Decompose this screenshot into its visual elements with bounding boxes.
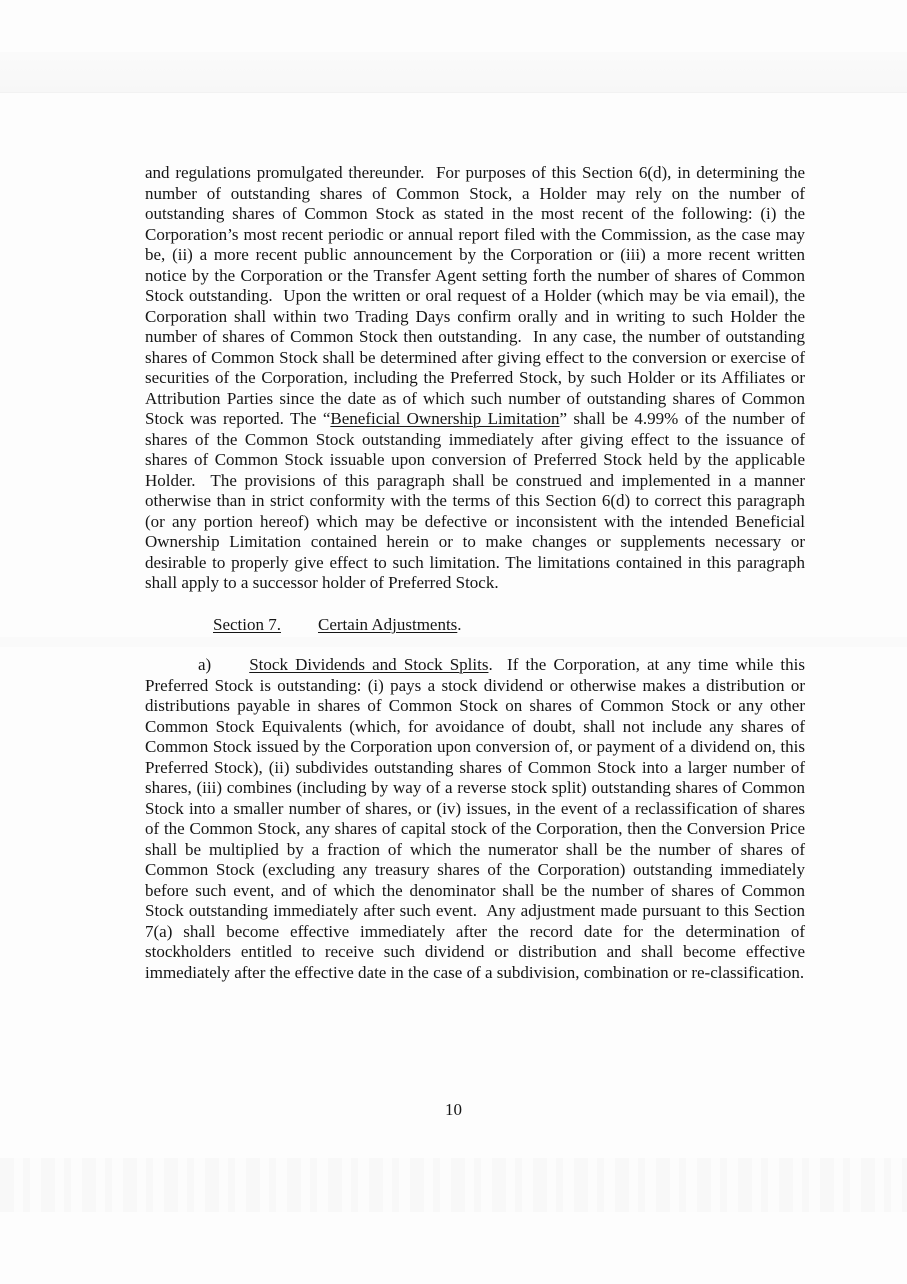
paragraph-7a-stock-dividends xyxy=(145,655,810,983)
page-content xyxy=(145,0,810,983)
section-title-punctuation: . xyxy=(457,614,462,634)
body-text: and regulations promulgated thereunder. For purposes of this Section 6(d), in determining the number of outstanding shares of Common Stock, a Holder may rely on the number of outstanding shares of Common Stock as stated in the most recent of the following: (i) the Corporation’s most recent periodic or annual report filed with the Commission, as the case may be, (ii) a more recent public announcement by the Corporation or (iii) a more recent written notice by the Corporation or the Transfer Agent setting forth the number of shares of Common Stock outstanding. Upon the written or oral request of a Holder (which may be via email), the Corporation shall within two Trading Days confirm orally and in writing to such Holder the number of shares of Common Stock then outstanding. In any case, the number of outstanding shares of Common Stock shall be determined after giving effect to the conversion or exercise of securities of the Corporation, including the Preferred Stock, by such Holder or its Affiliates or Attribution Parties since the date as of which such number of outstanding shares of Common Stock was reported. The “ xyxy=(145,163,810,428)
subsection-label: a) xyxy=(198,655,212,674)
subsection-title: Stock Dividends and Stock Splits xyxy=(249,655,489,674)
section-7-heading xyxy=(145,615,805,636)
section-number: Section 7. xyxy=(213,614,281,634)
defined-term-beneficial-ownership-limitation: Beneficial Ownership Limitation xyxy=(330,409,560,428)
body-text: ” shall be 4.99% of the number of shares of the Common Stock outstanding immediately after giving effect to the issuance of shares of Common Stock issuable upon conversion of Preferred Stock held by the applicable Holder. The provisions of this paragraph shall be construed and implemented in a manner otherwise than in strict conformity with the terms of this Section 6(d) to correct this paragraph (or any portion hereof) which may be defective or inconsistent with the intended Beneficial Ownership Limitation contained herein or to make changes or supplements necessary or desirable to properly give effect to such limitation. The limitations contained in this paragraph shall apply to a successor holder of Preferred Stock. xyxy=(145,409,810,592)
paragraph-section-6d-continuation xyxy=(145,163,810,594)
page-number: 10 xyxy=(445,1100,462,1119)
body-text: . If the Corporation, at any time while this Preferred Stock is outstanding: (i) pays a stock dividend or otherwise makes a distribution or distributions payable in shares of Common Stock on shares of Common Stock or any other Common Stock Equivalents (which, for avoidance of doubt, shall not include any shares of Common Stock issued by the Corporation upon conversion of, or payment of a dividend on, this Preferred Stock), (ii) subdivides outstanding shares of Common Stock into a larger number of shares, (iii) combines (including by way of a reverse stock split) outstanding shares of Common Stock into a smaller number of shares, or (iv) issues, in the event of a reclassification of shares of the Common Stock, any shares of capital stock of the Corporation, then the Conversion Price shall be multiplied by a fraction of which the numerator shall be the number of shares of Common Stock (excluding any treasury shares of the Corporation) outstanding immediately before such event, and of which the denominator shall be the number of shares of Common Stock outstanding immediately after such event. Any adjustment made pursuant to this Section 7(a) shall become effective immediately after the record date for the determination of stockholders entitled to receive such dividend or distribution and shall become effective immediately after the effective date in the case of a subdivision, combination or re-classification. xyxy=(145,655,810,982)
section-title: Certain Adjustments xyxy=(318,614,458,634)
scan-artifact-bottom-band xyxy=(0,1158,907,1212)
